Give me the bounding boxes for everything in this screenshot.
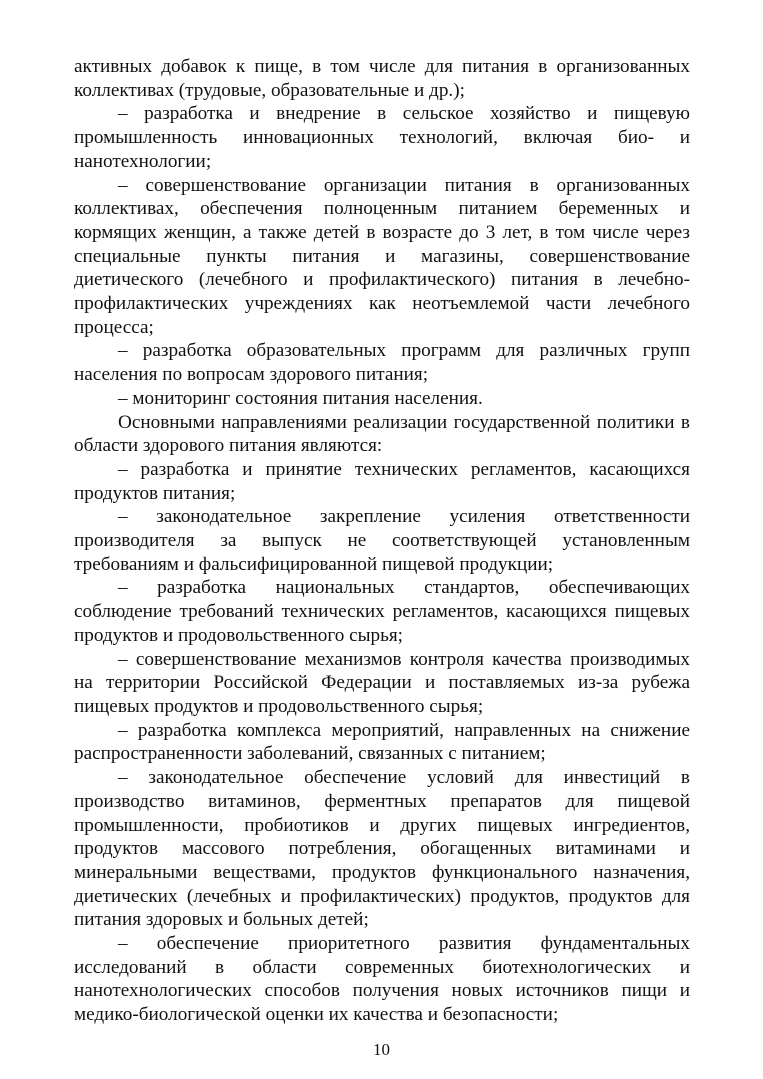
paragraph-8: – законодательное закрепление усиления ответственности производителя за выпуск не соответствующей установленным требованиям и фальсифицированной пищевой продукции; xyxy=(74,506,690,575)
paragraph-2: – разработка и внедрение в сельское хозяйство и пищевую промышленность инновационных технологий, включая био- и нанотехнологии; xyxy=(74,103,690,172)
paragraph-3: – совершенствование организации питания в организованных коллективах, обеспечения полноценным питанием беременных и кормящих женщин, а также детей в возрасте до 3 лет, в том числе через специальные пункты питания и магазины, совершенствование диетического (лечебного и профилактического) питания в лечебно-профилактических учреждениях как неотъемлемой части лечебного процесса; xyxy=(74,174,690,338)
paragraph-7: – разработка и принятие технических регламентов, касающихся продуктов питания; xyxy=(74,458,690,504)
paragraph-11: – разработка комплекса мероприятий, направленных на снижение распространенности заболеваний, связанных с питанием; xyxy=(74,719,690,765)
paragraph-9: – разработка национальных стандартов, обеспечивающих соблюдение требований технических регламентов, касающихся пищевых продуктов и продовольственного сырья; xyxy=(74,577,690,646)
paragraph-13: – обеспечение приоритетного развития фундаментальных исследований в области современных биотехнологических и нанотехнологических способов получения новых источников пищи и медико-биологической оценки их качества и безопасности; xyxy=(74,933,690,1026)
paragraph-1: активных добавок к пище, в том числе для питания в организованных коллективах (трудовые, образовательные и др.); xyxy=(74,56,690,101)
paragraph-10: – совершенствование механизмов контроля качества производимых на территории Российской Федерации и поставляемых из-за рубежа пищевых продуктов и продовольственного сырья; xyxy=(74,648,690,717)
paragraph-4: – разработка образовательных программ для различных групп населения по вопросам здорового питания; xyxy=(74,340,690,386)
paragraph-6: Основными направлениями реализации государственной политики в области здорового питания являются: xyxy=(74,411,690,457)
paragraph-5: – мониторинг состояния питания населения. xyxy=(118,387,483,409)
page-body xyxy=(74,55,690,1027)
paragraph-12: – законодательное обеспечение условий для инвестиций в производство витаминов, ферментных препаратов для пищевой промышленности, пробиотиков и других пищевых ингредиентов, продуктов массового потребления, обогащенных витаминами и минеральными веществами, продуктов функционального назначения, диетических (лечебных и профилактических) продуктов, продуктов для питания здоровых и больных детей; xyxy=(74,767,690,931)
page-number: 10 xyxy=(373,1040,390,1059)
